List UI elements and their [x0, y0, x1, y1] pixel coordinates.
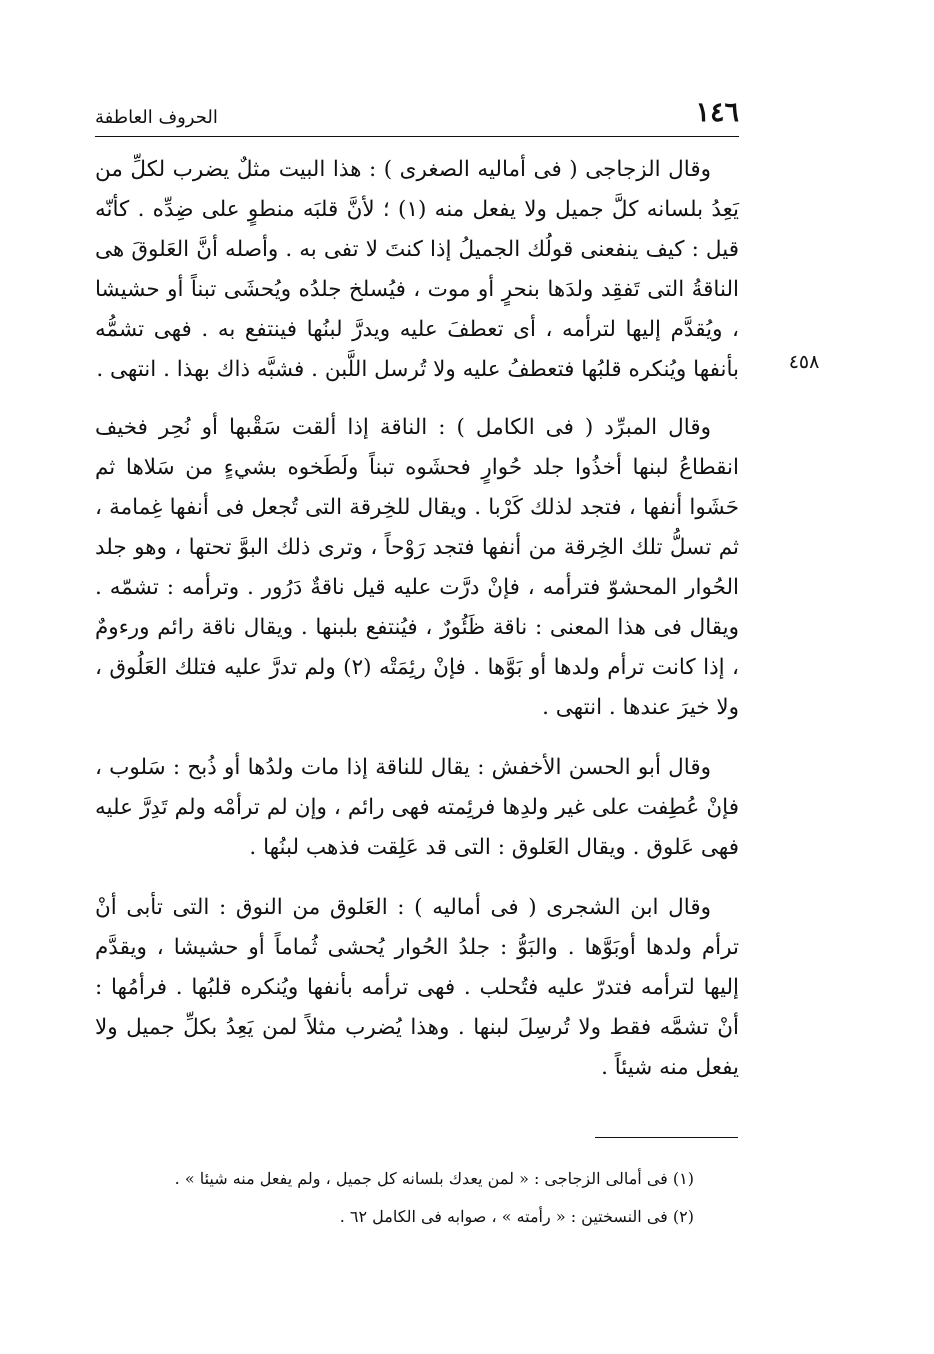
page-number: ١٤٦ [695, 97, 739, 128]
page-header [95, 88, 739, 128]
header-rule [95, 136, 739, 137]
footnote-1: (١) فى أمالى الزجاجى : « لمن يعدك بلسانه كل جميل ، ولم يفعل منه شيئا » . [174, 1169, 694, 1188]
paragraph-ibn-al-shajari: وقال ابن الشجرى ( فى أماليه ) : العَلوق من النوق : التى تأبى أنْ ترأم ولدها أوبَوَّها . والبَوُّ : جلدُ الحُوار يُحشى ثُماماً أو حشيشا ، ويقدَّم إليها لترأمه فتدرّ عليه فتُحلب . فهى ترأمه بأنفها ويُنكره قلبُها . فرأمُها : أنْ تشمَّه فقط ولا تُرسِلَ لبنها . وهذا يُضرب مثلاً لمن يَعِدُ بكلِّ جميل ولا يفعل منه شيئاً . [95, 895, 739, 1080]
footnote-2: (٢) فى النسختين : « رأمته » ، صوابه فى الكامل ٦٢ . [339, 1207, 694, 1226]
paragraph-mubarrad: وقال المبرِّد ( فى الكامل ) : الناقة إذا ألقت سَقْبها أو نُحِر فخيف انقطاعُ لبنها أخذُوا جلد حُوارٍ فحشَوه تبناً ولَطَخوه بشيءٍ من سَلاها ثم حَشَوا أنفها ، فتجد لذلك كَرْبا . ويقال للخِرقة التى تُجعل فى أنفها غِمامة ، ثم تسلُّ تلك الخِرقة من أنفها فتجد رَوْحاً ، وترى ذلك البوَّ تحتها ، وهو جلد الحُوار المحشوّ فترأمه ، فإنْ درَّت عليه قيل ناقةٌ دَرُور . وترأمه : تشمّه . ويقال فى هذا المعنى : ناقة ظَئُورٌ ، فيُنتفع بلبنها . ويقال ناقة رائم ورءومٌ ، إذا كانت ترأم ولدها أو بَوَّها . فإنْ رئِمَتْه (٢) ولم تدرَّ عليه فتلك العَلُوق ، ولا خيرَ عندها . انتهى . [95, 415, 739, 720]
footnotes [95, 1160, 694, 1236]
margin-reference-number: ٤٥٨ [788, 351, 820, 373]
footnote-rule [595, 1137, 738, 1138]
paragraph-zajjaji: وقال الزجاجى ( فى أماليه الصغرى ) : هذا البيت مثلٌ يضرب لكلِّ من يَعِدُ بلسانه كلَّ جميل ولا يفعل منه (١) ؛ لأنَّ قلبَه منطوٍ على ضِدِّه . كأنّه قيل : كيف ينفعنى قولُك الجميلُ إذا كنتَ لا تفى به . وأصله أنَّ العَلوقَ هى الناقةُ التى تَفقِد ولدَها بنحرٍ أو موت ، فيُسلخ جلدُه ويُحشَى تبناً أو حشيشا ، ويُقدَّم إليها لترأمه ، أى تعطفَ عليه ويدرَّ لبنُها فينتفع به . فهى تشمُّه بأنفها ويُنكره قلبُها فتعطفُ عليه ولا تُرسل اللَّبن . فشبَّه ذاك بهذا . انتهى . [95, 157, 739, 382]
main-text [95, 150, 739, 1104]
paragraph-akhfash: وقال أبو الحسن الأخفش : يقال للناقة إذا مات ولدُها أو ذُبح : سَلوب ، فإنْ عُطِفت على غير ولدِها فرئِمته فهى رائم ، وإن لم ترأمْه ولم تَدِرَّ عليه فهى عَلوق . ويقال العَلوق : التى قد عَلِقت فذهب لبنُها . [95, 755, 739, 860]
running-title: الحروف العاطفة [95, 107, 218, 128]
